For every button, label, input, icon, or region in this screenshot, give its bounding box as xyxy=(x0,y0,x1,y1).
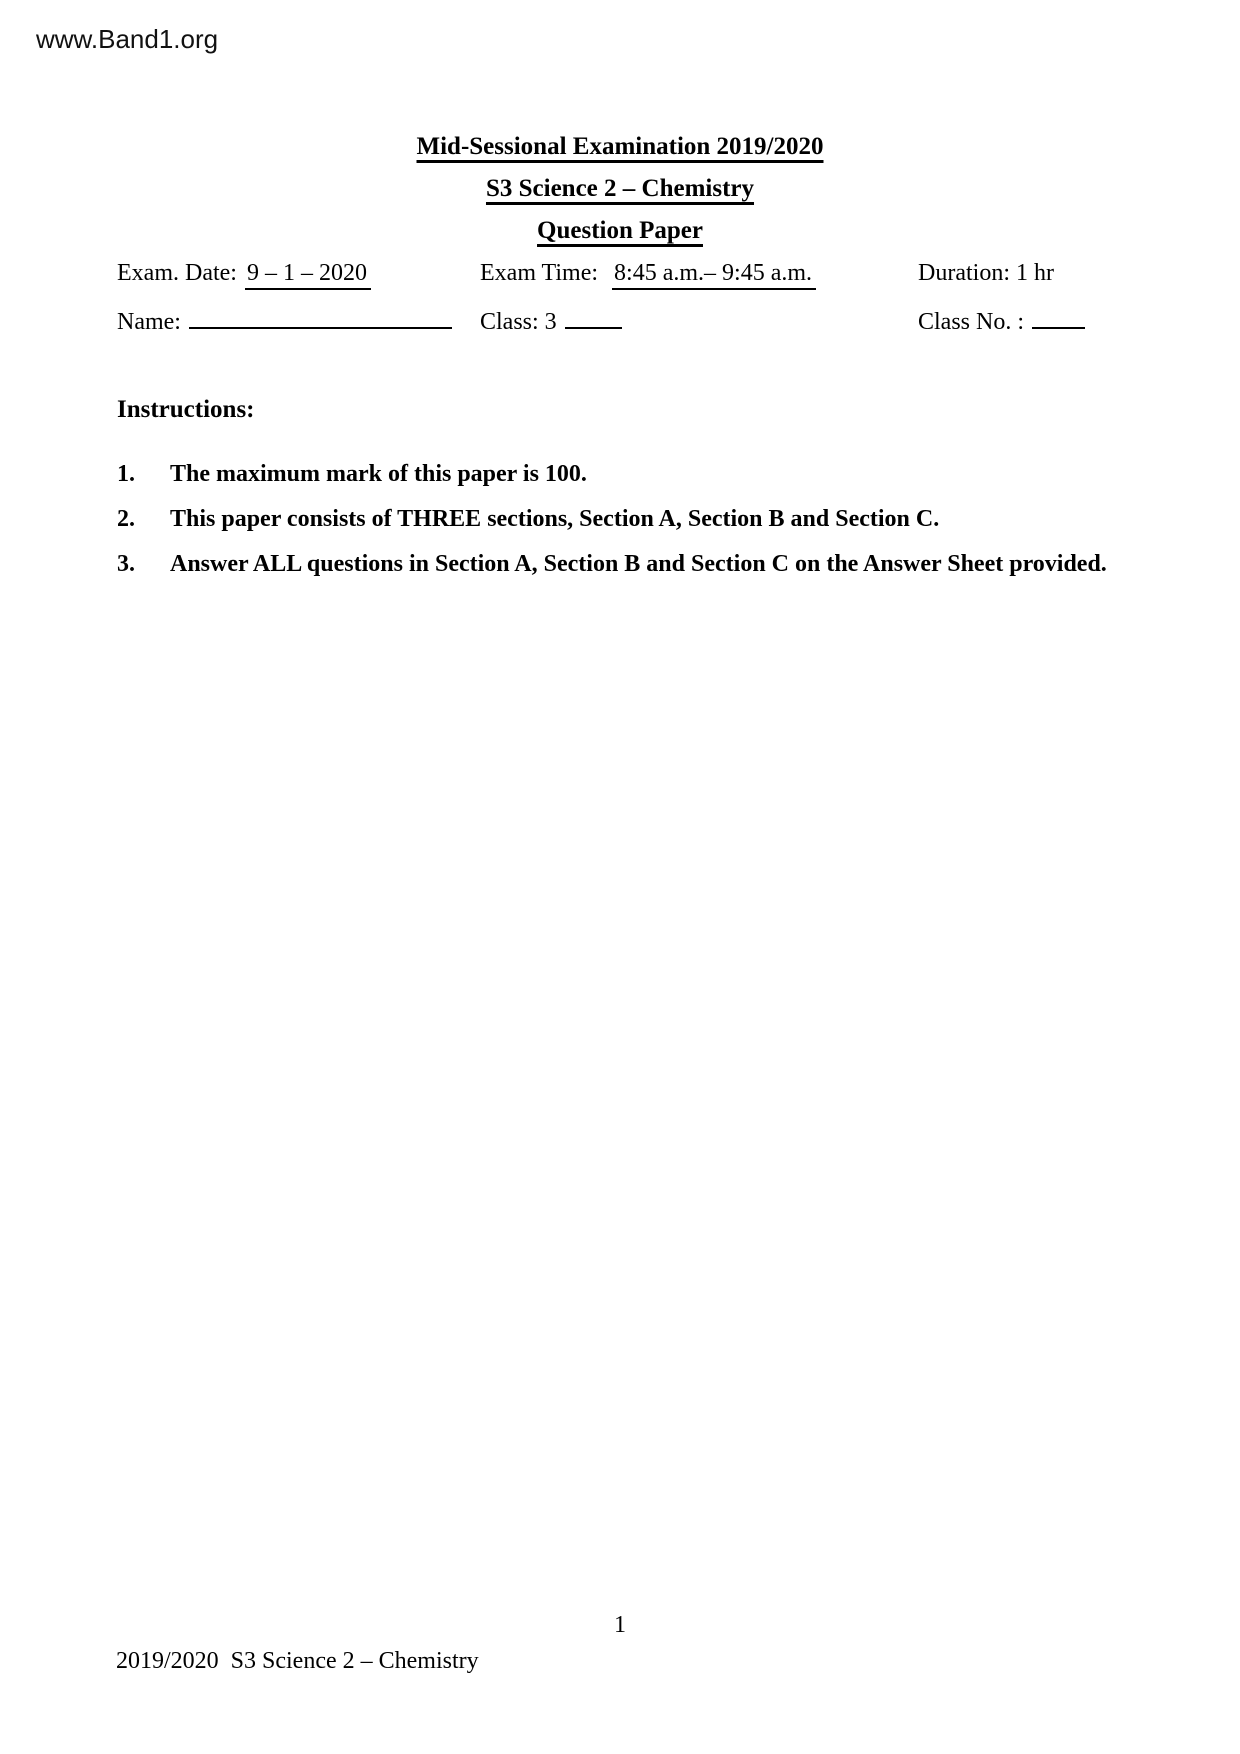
class-no-label: Class No. : xyxy=(918,309,1025,335)
name-field xyxy=(117,307,452,336)
exam-time-field xyxy=(480,260,816,290)
instructions-heading: Instructions: xyxy=(117,396,255,423)
subject-title: S3 Science 2 – Chemistry xyxy=(485,175,755,202)
exam-date-value: 9 – 1 – 2020 xyxy=(245,260,371,290)
class-field xyxy=(480,307,622,336)
instruction-text: The maximum mark of this paper is 100. xyxy=(170,461,587,487)
page-number: 1 xyxy=(614,1612,626,1638)
exam-info-row-2 xyxy=(0,307,1240,341)
class-no-field xyxy=(918,307,1085,336)
exam-time-label: Exam Time: xyxy=(480,260,599,286)
title-block xyxy=(0,126,1240,252)
exam-title: Mid-Sessional Examination 2019/2020 xyxy=(416,133,824,160)
instruction-number: 3. xyxy=(117,551,135,577)
class-label: Class: 3 xyxy=(480,309,557,335)
instruction-number: 2. xyxy=(117,506,135,532)
footer-document-id: 2019/2020 S3 Science 2 – Chemistry xyxy=(116,1648,479,1674)
paper-type-title: Question Paper xyxy=(537,217,703,244)
class-no-blank-line xyxy=(1032,307,1085,329)
name-blank-line xyxy=(189,307,452,329)
exam-time-value: 8:45 a.m.– 9:45 a.m. xyxy=(612,260,816,290)
class-blank-line xyxy=(565,307,622,329)
instruction-text: Answer ALL questions in Section A, Section B and Section C on the Answer Sheet provided. xyxy=(170,551,1107,577)
name-label: Name: xyxy=(117,309,181,335)
instruction-number: 1. xyxy=(117,461,135,487)
instruction-text: This paper consists of THREE sections, Section A, Section B and Section C. xyxy=(170,506,940,532)
exam-info-row-1 xyxy=(0,260,1240,294)
exam-date-field xyxy=(117,260,371,290)
site-watermark: www.Band1.org xyxy=(36,24,219,54)
exam-date-label: Exam. Date: xyxy=(117,260,237,286)
duration-label: Duration: 1 hr xyxy=(918,260,1054,286)
